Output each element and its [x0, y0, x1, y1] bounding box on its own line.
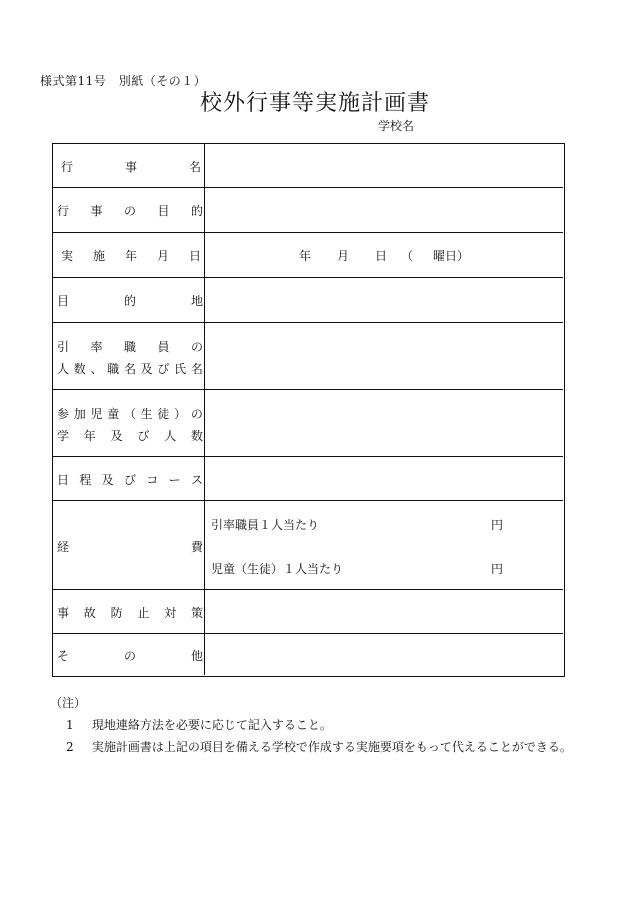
label-char: 及: [101, 472, 114, 487]
label-char: 日: [188, 248, 201, 263]
label-char: 事: [90, 203, 103, 218]
label-char: ）: [174, 406, 187, 421]
event-name-label: [61, 156, 201, 176]
label-char: 参: [57, 406, 70, 421]
cost-staff-label: 引率職員１人当たり: [211, 517, 320, 532]
staff-value[interactable]: [205, 323, 563, 389]
label-char: の: [190, 406, 203, 421]
destination-label: [57, 290, 203, 310]
row-cost: [53, 501, 563, 590]
label-char: 日: [57, 472, 70, 487]
label-char: 職: [107, 361, 120, 376]
label-char: び: [123, 472, 136, 487]
cost-value[interactable]: [205, 501, 563, 589]
label-char: 行: [61, 159, 74, 174]
label-char: 人: [164, 428, 177, 443]
cost-staff-unit: 円: [491, 517, 504, 532]
label-char: 月: [156, 248, 169, 263]
row-schedule: [53, 457, 563, 501]
label-char: 的: [123, 293, 136, 308]
date-weekday: 曜日）: [433, 248, 470, 263]
date-month: 月: [337, 248, 350, 263]
event-name-value[interactable]: [205, 144, 563, 187]
label-char: 地: [190, 293, 203, 308]
cost-student-label: 児童（生徒）１人当たり: [211, 561, 344, 576]
label-char: （: [123, 406, 136, 421]
label-char: 員: [157, 339, 170, 354]
participants-label-cell: [53, 390, 205, 456]
label-char: び: [157, 361, 170, 376]
label-char: 費: [190, 539, 203, 554]
label-char: 職: [123, 339, 136, 354]
label-char: 、: [90, 361, 103, 376]
label-char: 数: [190, 428, 203, 443]
row-destination: [53, 278, 563, 323]
label-char: 名: [190, 361, 203, 376]
notes-heading: （注）: [50, 696, 87, 710]
staff-label-cell: [53, 323, 205, 389]
schedule-label-cell: [53, 457, 205, 500]
destination-label-cell: [53, 278, 205, 322]
label-char: 引: [57, 339, 70, 354]
label-char: 目: [157, 203, 170, 218]
plan-form-table: [52, 143, 565, 677]
label-char: の: [123, 203, 136, 218]
event-purpose-label-cell: [53, 188, 205, 232]
label-char: そ: [57, 648, 70, 663]
participants-label-line1: [57, 403, 203, 423]
note-text: 現地連絡方法を必要に応じて記入すること。: [91, 718, 332, 732]
label-char: び: [137, 428, 150, 443]
label-char: 防: [110, 605, 123, 620]
label-char: 徒: [157, 406, 170, 421]
note-item-1: [66, 716, 332, 733]
label-char: 率: [90, 339, 103, 354]
label-char: 生: [140, 406, 153, 421]
label-char: 及: [140, 361, 153, 376]
staff-label-line2: [57, 358, 203, 378]
date-value[interactable]: [205, 233, 563, 277]
date-label: [61, 245, 201, 265]
label-char: 経: [57, 539, 70, 554]
row-participants: [53, 390, 563, 457]
row-date: [53, 233, 563, 278]
event-purpose-label: [57, 200, 203, 220]
label-char: 行: [57, 203, 70, 218]
other-label: [57, 645, 203, 665]
label-char: 児: [90, 406, 103, 421]
note-text: 実施計画書は上記の項目を備える学校で作成する実施要項をもって代えることができる。: [91, 740, 572, 754]
label-char: 故: [83, 605, 96, 620]
cost-label-cell: [53, 501, 205, 589]
label-char: 学: [57, 428, 70, 443]
date-day: 日: [375, 248, 388, 263]
row-staff: [53, 323, 563, 390]
date-weekday-open: （: [401, 248, 414, 263]
row-other: [53, 634, 563, 675]
destination-value[interactable]: [205, 278, 563, 322]
row-accident-prevention: [53, 590, 563, 634]
participants-value[interactable]: [205, 390, 563, 456]
other-value[interactable]: [205, 634, 563, 675]
note-number: 1: [66, 718, 74, 732]
label-char: 童: [107, 406, 120, 421]
accident-prevention-value[interactable]: [205, 590, 563, 633]
label-char: 名: [123, 361, 136, 376]
cost-student-unit: 円: [491, 561, 504, 576]
label-char: ー: [168, 472, 181, 487]
accident-prevention-label: [57, 602, 203, 622]
label-char: コ: [146, 472, 159, 487]
event-name-label-cell: [53, 144, 205, 187]
label-char: 他: [190, 648, 203, 663]
label-char: 加: [73, 406, 86, 421]
row-event-purpose: [53, 188, 563, 233]
date-year: 年: [299, 248, 312, 263]
other-label-cell: [53, 634, 205, 675]
label-char: 事: [57, 605, 70, 620]
label-char: の: [123, 648, 136, 663]
label-char: 氏: [174, 361, 187, 376]
label-char: 及: [110, 428, 123, 443]
label-char: 事: [124, 159, 137, 174]
label-char: 人: [57, 361, 70, 376]
cost-label: [57, 536, 203, 556]
label-char: 施: [92, 248, 105, 263]
accident-prevention-label-cell: [53, 590, 205, 633]
label-char: 年: [124, 248, 137, 263]
event-purpose-value[interactable]: [205, 188, 563, 232]
participants-label-line2: [57, 425, 203, 445]
schedule-label: [57, 469, 203, 489]
label-char: 程: [79, 472, 92, 487]
label-char: 実: [61, 248, 74, 263]
note-item-2: [66, 738, 572, 755]
form-number: 様式第11号 別紙（その１）: [40, 74, 207, 88]
date-label-cell: [53, 233, 205, 277]
schedule-value[interactable]: [205, 457, 563, 500]
note-number: 2: [66, 740, 74, 754]
label-char: 対: [164, 605, 177, 620]
label-char: ス: [190, 472, 203, 487]
label-char: 目: [57, 293, 70, 308]
label-char: 数: [73, 361, 86, 376]
document-title: 校外行事等実施計画書: [199, 91, 430, 116]
label-char: 策: [190, 605, 203, 620]
row-event-name: [53, 144, 563, 188]
label-char: 止: [137, 605, 150, 620]
label-char: 名: [188, 159, 201, 174]
label-char: 的: [190, 203, 203, 218]
school-name-label: 学校名: [378, 119, 415, 133]
staff-label-line1: [57, 336, 203, 356]
label-char: 年: [83, 428, 96, 443]
label-char: の: [190, 339, 203, 354]
